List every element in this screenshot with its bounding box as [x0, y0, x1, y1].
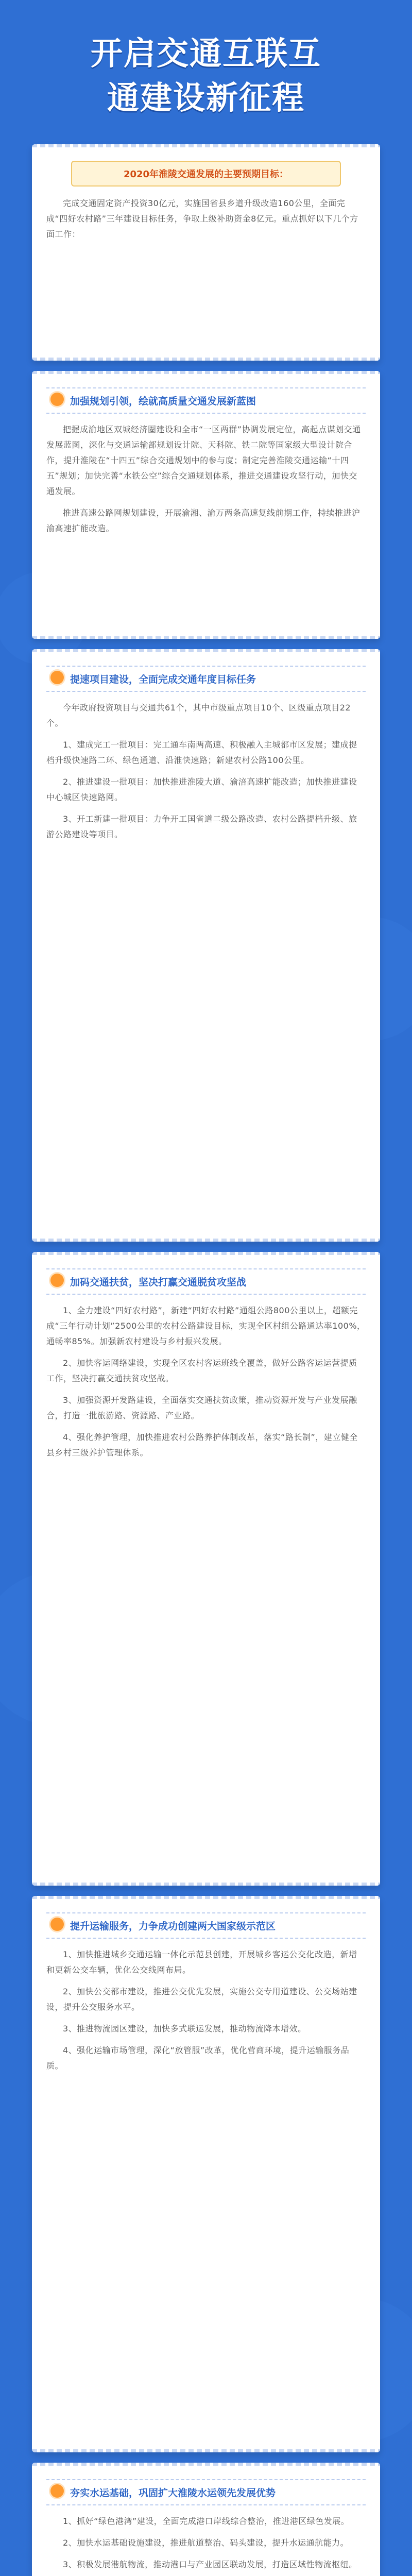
section-paragraph: 4、强化运输市场管理，深化“放管服”改革，优化营商环境，提升运输服务品质。 [46, 2045, 350, 2071]
section-paragraph: 4、强化养护管理，加快推进农村公路养护体制改革，落实“路长制”，建立健全县乡村三级养护管理体系。 [46, 1432, 358, 1458]
section-title-text: 加码交通扶贫，坚决打赢交通脱贫攻坚战 [70, 1277, 247, 1288]
section-paragraph: 今年政府投资项目与交通共61个，其中市级重点项目10个、区级重点项目22个。 [46, 703, 351, 728]
section-title-text: 加强规划引领，绘就高质量交通发展新蓝图 [70, 396, 256, 407]
section-title [46, 666, 366, 692]
section-badge-icon [50, 1918, 64, 1931]
hero-title-line-2: 通建设新征程 [107, 79, 305, 116]
section-badge-icon [50, 2484, 64, 2498]
section-paragraph: 2、推进建设一批项目：加快推进淮陵大道、渝涪高速扩能改造；加快推进建设中心城区快速路网。 [46, 777, 357, 802]
section-card [32, 1896, 380, 2452]
hero-header [0, 0, 412, 144]
section-title [46, 1268, 366, 1295]
section-badge-icon [50, 671, 64, 684]
section-card [32, 1252, 380, 1886]
section-paragraph: 3、积极发展港航物流，推动港口与产业园区联动发展，打造区域性物流枢纽。 [63, 2560, 357, 2569]
section-title [46, 1912, 366, 1939]
section-paragraph: 1、抓好“绿色港湾”建设，全面完成港口岸线综合整治，推进港区绿色发展。 [63, 2516, 350, 2526]
section-title-text: 提升运输服务，力争成功创建两大国家级示范区 [70, 1921, 276, 1932]
section-paragraph: 推进高速公路网规划建设，开展渝湘、渝万两条高速复线前期工作，持续推进沪渝高速扩能改造。 [46, 508, 360, 533]
goal-pill: 2020年淮陵交通发展的主要预期目标： [71, 161, 341, 187]
section-paragraph: 3、开工新建一批项目：力争开工国省道二级公路改造、农村公路提档升级、旅游公路建设等项目。 [46, 814, 357, 839]
section-paragraph: 3、加强资源开发路建设，全面落实交通扶贫政策，推动资源开发与产业发展融合，打造一批旅游路、资源路、产业路。 [46, 1395, 357, 1420]
section-badge-icon [50, 393, 64, 406]
section-paragraph: 1、建成完工一批项目：完工通车南两高速、积极融入主城都市区发展；建成提档升级快速路二环、绿色通道、沿淮快速路；新建农村公路100公里。 [46, 740, 357, 765]
section-title [46, 387, 366, 414]
section-card [32, 2463, 380, 2576]
section-card [32, 371, 380, 639]
section-title [46, 2479, 366, 2505]
section-paragraph: 1、加快推进城乡交通运输一体化示范县创建，开展城乡客运公交化改造，新增和更新公交车辆，优化公交线网布局。 [46, 1950, 357, 1975]
section-card [32, 649, 380, 1242]
section-paragraph: 3、推进物流园区建设，加快多式联运发展，推动物流降本增效。 [63, 2024, 306, 2033]
section-paragraph: 把握成渝地区双城经济圈建设和全市“一区两群”协调发展定位，高起点谋划交通发展蓝图，深化与交通运输部规划设计院、天科院、铁二院等国家级大型设计院合作，提升淮陵在“十四五”综合交通规划中的参与度；制定完善淮陵交通运输“十四五”规划；加快完善“水铁公空”综合交通规划体系，推进交通建设攻坚行动，加快交通发展。 [46, 425, 361, 496]
section-badge-icon [50, 1274, 64, 1287]
intro-paragraph: 完成交通固定资产投资30亿元，实施国省县乡道升级改造160公里，全面完成“四好农村路”三年建设目标任务，争取上级补助资金8亿元。重点抓好以下几个方面工作： [46, 198, 358, 239]
section-paragraph: 2、加快水运基础设施建设，推进航道整治、码头建设，提升水运通航能力。 [63, 2538, 349, 2548]
hero-title-line-1: 开启交通互联互 [90, 35, 321, 72]
section-paragraph: 1、全力建设“四好农村路”，新建“四好农村路”通组公路800公里以上，超额完成“三年行动计划”2500公里的农村公路建设目标，实现全区村组公路通达率100%，通畅率85%。加强新农村建设与乡村振兴发展。 [46, 1306, 366, 1346]
section-paragraph: 2、加快客运网络建设，实现全区农村客运班线全覆盖，做好公路客运运营提质工作，坚决打赢交通扶贫攻坚战。 [46, 1358, 357, 1383]
section-paragraph: 2、加快公交都市建设，推进公交优先发展，实施公交专用道建设、公交场站建设，提升公交服务水平。 [46, 1987, 357, 2012]
intro-card [32, 144, 380, 361]
section-title-text: 提速项目建设，全面完成交通年度目标任务 [70, 674, 256, 685]
section-title-text: 夯实水运基础，巩固扩大淮陵水运领先发展优势 [70, 2487, 276, 2499]
